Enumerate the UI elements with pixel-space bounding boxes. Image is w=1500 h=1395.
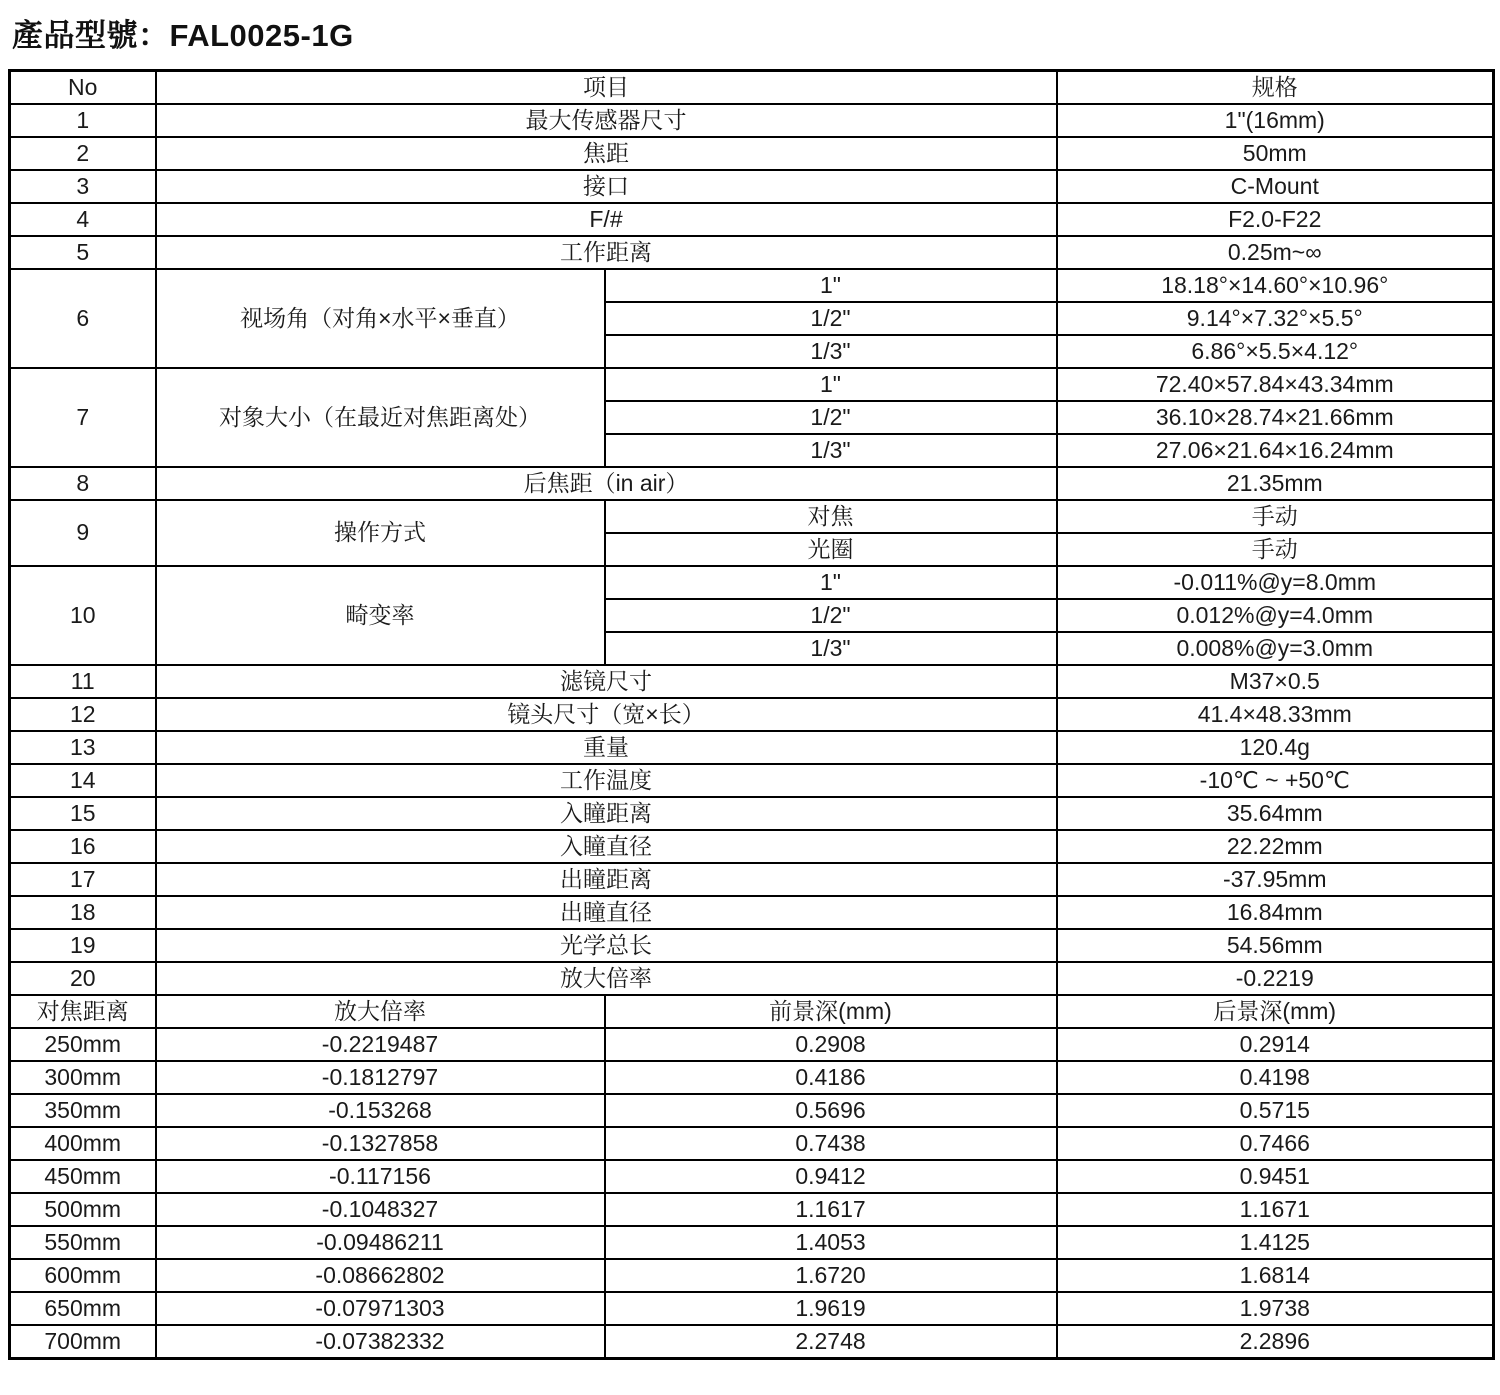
row-sub-label: 1" (605, 269, 1057, 302)
dof-distance: 550mm (10, 1226, 156, 1259)
dof-rear-depth: 0.2914 (1057, 1028, 1494, 1061)
row-sub-label: 光圈 (605, 533, 1057, 566)
dof-row-350mm (10, 1094, 1494, 1127)
row-spec: 0.008%@y=3.0mm (1057, 632, 1494, 665)
row-no: 3 (10, 170, 156, 203)
dof-magnification: -0.2219487 (156, 1028, 605, 1061)
row-no: 14 (10, 764, 156, 797)
spec-row-13 (10, 731, 1494, 764)
spec-table (8, 69, 1495, 1360)
dof-row-500mm (10, 1193, 1494, 1226)
row-no: 5 (10, 236, 156, 269)
row-item: 接口 (156, 170, 1057, 203)
row-spec: -0.2219 (1057, 962, 1494, 995)
dof-distance: 650mm (10, 1292, 156, 1325)
dof-rear-depth: 1.1671 (1057, 1193, 1494, 1226)
row-spec: 35.64mm (1057, 797, 1494, 830)
spec-row-18 (10, 896, 1494, 929)
row-spec: 41.4×48.33mm (1057, 698, 1494, 731)
row-sub-label: 1/2" (605, 599, 1057, 632)
dof-front-depth: 0.5696 (605, 1094, 1057, 1127)
dof-magnification: -0.1327858 (156, 1127, 605, 1160)
dof-distance: 400mm (10, 1127, 156, 1160)
row-spec: 50mm (1057, 137, 1494, 170)
row-spec: 6.86°×5.5×4.12° (1057, 335, 1494, 368)
row-sub-label: 1/2" (605, 302, 1057, 335)
row-item: F/# (156, 203, 1057, 236)
row-item: 入瞳距离 (156, 797, 1057, 830)
dof-rear-depth: 0.7466 (1057, 1127, 1494, 1160)
dof-distance: 300mm (10, 1061, 156, 1094)
row-sub-label: 1/3" (605, 632, 1057, 665)
row-no: 9 (10, 500, 156, 566)
spec-row-5 (10, 236, 1494, 269)
dof-rear-depth: 0.4198 (1057, 1061, 1494, 1094)
row-spec: C-Mount (1057, 170, 1494, 203)
row-item: 光学总长 (156, 929, 1057, 962)
dof-front-depth: 2.2748 (605, 1325, 1057, 1359)
spec-row-15 (10, 797, 1494, 830)
row-item: 出瞳直径 (156, 896, 1057, 929)
row-no: 2 (10, 137, 156, 170)
dof-row-650mm (10, 1292, 1494, 1325)
row-spec: 120.4g (1057, 731, 1494, 764)
dof-row-450mm (10, 1160, 1494, 1193)
row-sub-label: 1/3" (605, 434, 1057, 467)
dof-rear-depth: 1.6814 (1057, 1259, 1494, 1292)
row-spec: -0.011%@y=8.0mm (1057, 566, 1494, 599)
row-sub-label: 1" (605, 368, 1057, 401)
row-item: 工作距离 (156, 236, 1057, 269)
row-spec: 0.012%@y=4.0mm (1057, 599, 1494, 632)
dof-magnification: -0.117156 (156, 1160, 605, 1193)
spec-row-10-sub-1 (10, 566, 1494, 599)
page-title: 產品型號：FAL0025-1G (12, 18, 354, 53)
row-spec: -10℃ ~ +50℃ (1057, 764, 1494, 797)
row-sub-label: 1/3" (605, 335, 1057, 368)
row-spec: 22.22mm (1057, 830, 1494, 863)
row-spec: 21.35mm (1057, 467, 1494, 500)
row-no: 4 (10, 203, 156, 236)
spec-row-20 (10, 962, 1494, 995)
dof-distance: 600mm (10, 1259, 156, 1292)
dof-rear-depth: 0.9451 (1057, 1160, 1494, 1193)
row-spec: F2.0-F22 (1057, 203, 1494, 236)
row-item: 最大传感器尺寸 (156, 104, 1057, 137)
dof-magnification: -0.09486211 (156, 1226, 605, 1259)
row-spec: 18.18°×14.60°×10.96° (1057, 269, 1494, 302)
dof-front-depth: 0.2908 (605, 1028, 1057, 1061)
dof-row-250mm (10, 1028, 1494, 1061)
row-item: 畸变率 (156, 566, 605, 665)
row-no: 1 (10, 104, 156, 137)
row-no: 16 (10, 830, 156, 863)
spec-row-17 (10, 863, 1494, 896)
dof-front-depth: 1.9619 (605, 1292, 1057, 1325)
row-item: 后焦距（in air） (156, 467, 1057, 500)
spec-row-4 (10, 203, 1494, 236)
dof-distance: 350mm (10, 1094, 156, 1127)
row-no: 7 (10, 368, 156, 467)
spec-row-9-sub-1 (10, 500, 1494, 533)
row-item: 重量 (156, 731, 1057, 764)
spec-row-16 (10, 830, 1494, 863)
row-no: 8 (10, 467, 156, 500)
row-no: 20 (10, 962, 156, 995)
row-spec: 36.10×28.74×21.66mm (1057, 401, 1494, 434)
dof-front-depth: 1.4053 (605, 1226, 1057, 1259)
spec-row-8 (10, 467, 1494, 500)
row-spec: 54.56mm (1057, 929, 1494, 962)
row-spec: 手动 (1057, 500, 1494, 533)
row-sub-label: 对焦 (605, 500, 1057, 533)
row-no: 19 (10, 929, 156, 962)
header-item: 项目 (156, 71, 1057, 105)
row-item: 放大倍率 (156, 962, 1057, 995)
row-no: 17 (10, 863, 156, 896)
dof-magnification: -0.07382332 (156, 1325, 605, 1359)
dof-rear-depth: 0.5715 (1057, 1094, 1494, 1127)
dof-magnification: -0.1048327 (156, 1193, 605, 1226)
dof-rear-depth: 1.9738 (1057, 1292, 1494, 1325)
dof-row-600mm (10, 1259, 1494, 1292)
dof-front-depth: 1.1617 (605, 1193, 1057, 1226)
spec-row-3 (10, 170, 1494, 203)
row-spec: M37×0.5 (1057, 665, 1494, 698)
row-item: 镜头尺寸（宽×长） (156, 698, 1057, 731)
dof-row-300mm (10, 1061, 1494, 1094)
dof-header-front-depth: 前景深(mm) (605, 995, 1057, 1028)
dof-front-depth: 0.4186 (605, 1061, 1057, 1094)
row-item: 出瞳距离 (156, 863, 1057, 896)
dof-header-row (10, 995, 1494, 1028)
row-spec: 9.14°×7.32°×5.5° (1057, 302, 1494, 335)
row-no: 13 (10, 731, 156, 764)
row-item: 视场角（对角×水平×垂直） (156, 269, 605, 368)
dof-row-700mm (10, 1325, 1494, 1359)
dof-magnification: -0.153268 (156, 1094, 605, 1127)
row-spec: 手动 (1057, 533, 1494, 566)
spec-row-2 (10, 137, 1494, 170)
header-no: No (10, 71, 156, 105)
dof-distance: 250mm (10, 1028, 156, 1061)
dof-row-400mm (10, 1127, 1494, 1160)
row-sub-label: 1/2" (605, 401, 1057, 434)
dof-front-depth: 0.9412 (605, 1160, 1057, 1193)
dof-row-550mm (10, 1226, 1494, 1259)
spec-row-1 (10, 104, 1494, 137)
row-spec: 72.40×57.84×43.34mm (1057, 368, 1494, 401)
spec-row-14 (10, 764, 1494, 797)
row-item: 入瞳直径 (156, 830, 1057, 863)
row-spec: -37.95mm (1057, 863, 1494, 896)
row-no: 6 (10, 269, 156, 368)
dof-magnification: -0.1812797 (156, 1061, 605, 1094)
header-spec: 规格 (1057, 71, 1494, 105)
row-item: 焦距 (156, 137, 1057, 170)
spec-row-6-sub-1 (10, 269, 1494, 302)
row-item: 操作方式 (156, 500, 605, 566)
row-no: 18 (10, 896, 156, 929)
dof-header-distance: 对焦距离 (10, 995, 156, 1028)
dof-header-rear-depth: 后景深(mm) (1057, 995, 1494, 1028)
dof-rear-depth: 1.4125 (1057, 1226, 1494, 1259)
spec-row-19 (10, 929, 1494, 962)
dof-magnification: -0.08662802 (156, 1259, 605, 1292)
row-spec: 16.84mm (1057, 896, 1494, 929)
dof-magnification: -0.07971303 (156, 1292, 605, 1325)
row-spec: 1"(16mm) (1057, 104, 1494, 137)
row-spec: 0.25m~∞ (1057, 236, 1494, 269)
row-no: 15 (10, 797, 156, 830)
dof-header-magnification: 放大倍率 (156, 995, 605, 1028)
row-no: 11 (10, 665, 156, 698)
dof-rear-depth: 2.2896 (1057, 1325, 1494, 1359)
row-spec: 27.06×21.64×16.24mm (1057, 434, 1494, 467)
row-no: 12 (10, 698, 156, 731)
spec-row-7-sub-1 (10, 368, 1494, 401)
dof-distance: 450mm (10, 1160, 156, 1193)
row-sub-label: 1" (605, 566, 1057, 599)
row-item: 工作温度 (156, 764, 1057, 797)
dof-front-depth: 1.6720 (605, 1259, 1057, 1292)
dof-front-depth: 0.7438 (605, 1127, 1057, 1160)
spec-row-12 (10, 698, 1494, 731)
spec-header-row (10, 71, 1494, 105)
row-no: 10 (10, 566, 156, 665)
spec-row-11 (10, 665, 1494, 698)
row-item: 滤镜尺寸 (156, 665, 1057, 698)
row-item: 对象大小（在最近对焦距离处） (156, 368, 605, 467)
dof-distance: 500mm (10, 1193, 156, 1226)
dof-distance: 700mm (10, 1325, 156, 1359)
